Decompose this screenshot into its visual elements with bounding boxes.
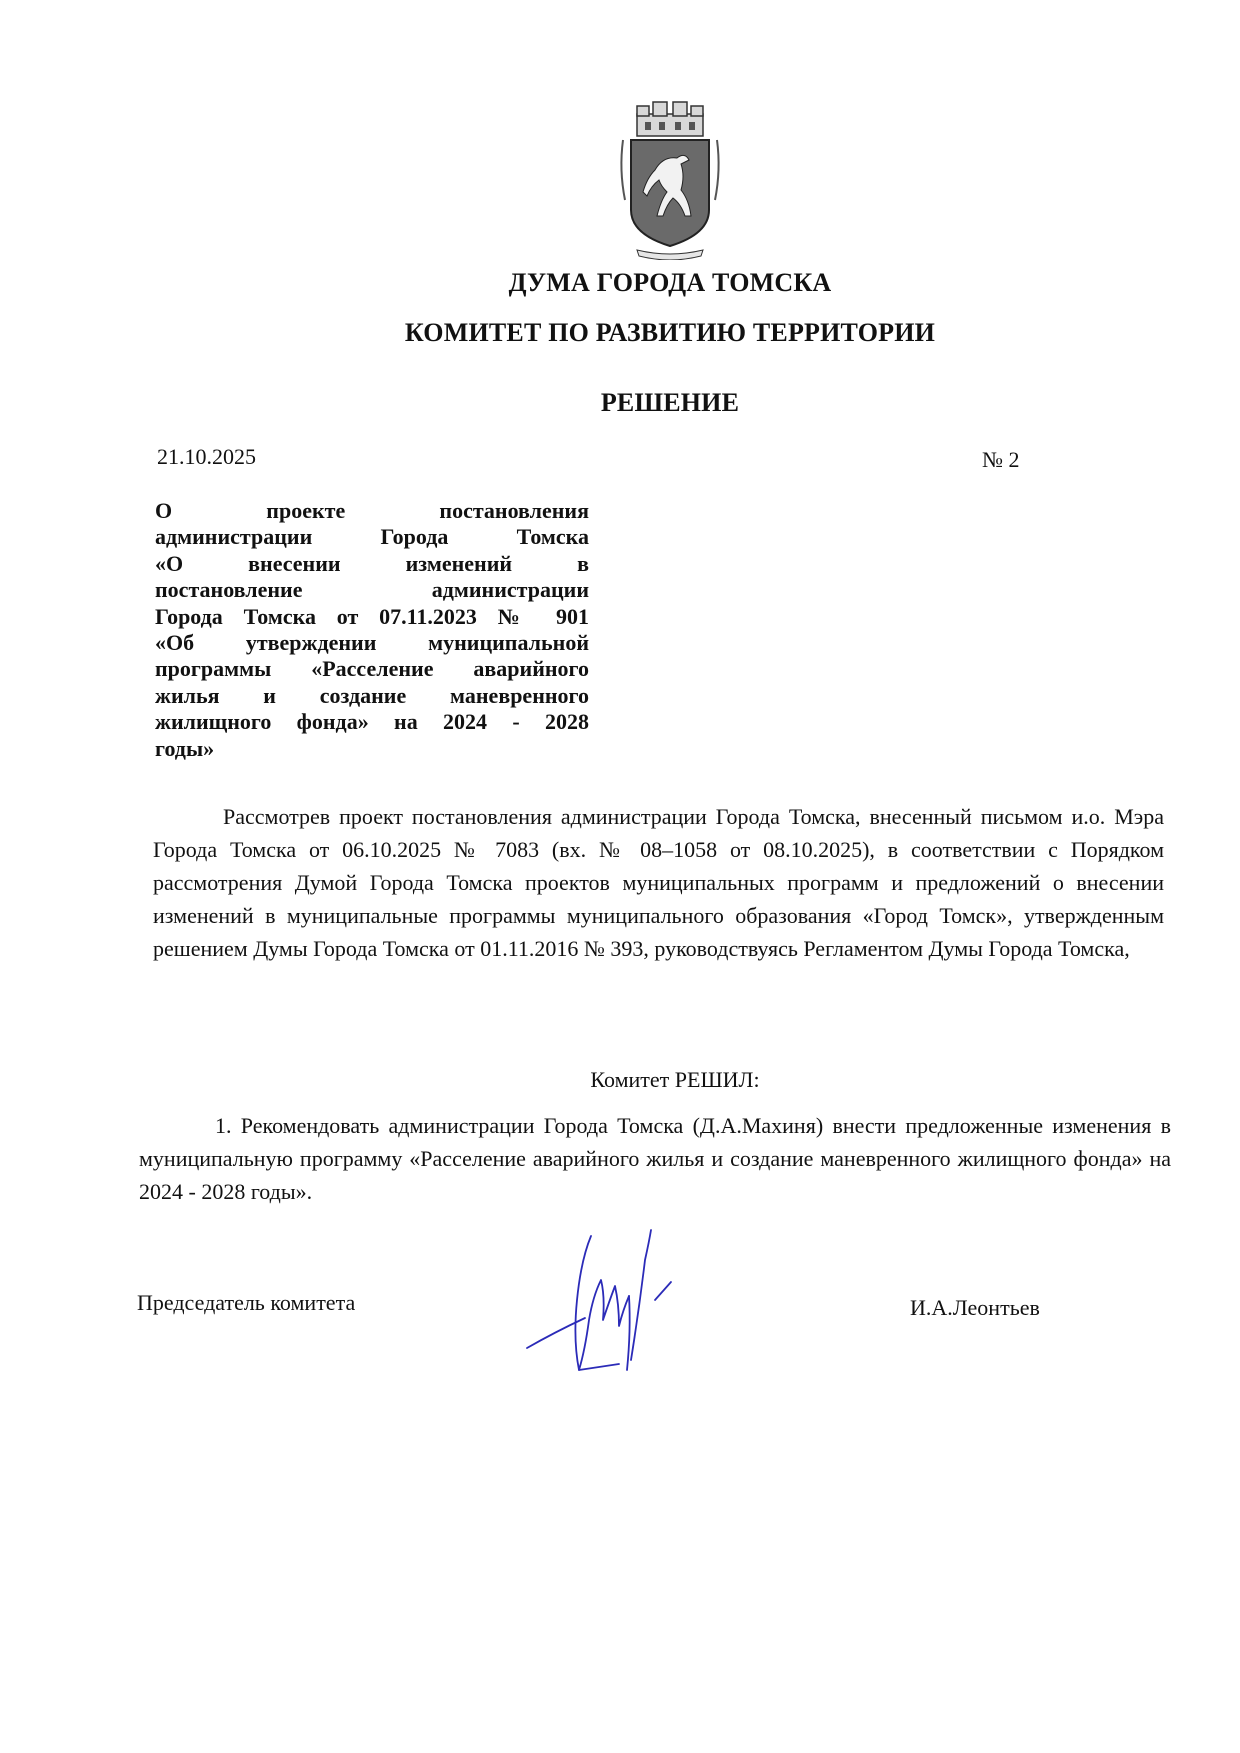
signer-role: Председатель комитета <box>137 1290 356 1315</box>
document-number: № 2 <box>982 447 1020 472</box>
document-type: РЕШЕНИЕ <box>600 388 740 417</box>
handwritten-signature-icon <box>515 1220 715 1390</box>
subject-line: «Об утверждении муниципальной <box>155 630 589 656</box>
subject-line: постановление администрации <box>155 577 589 603</box>
subject-line: годы» <box>155 735 215 761</box>
document-subject <box>155 498 589 762</box>
signer-name: И.А.Леонтьев <box>910 1295 1040 1320</box>
subject-line: «О внесении изменений в <box>155 550 589 576</box>
duma-title: ДУМА ГОРОДА ТОМСКА <box>508 268 832 297</box>
resolved-label: Комитет РЕШИЛ: <box>590 1067 760 1092</box>
subject-line: Города Томска от 07.11.2023 № 901 <box>155 603 589 629</box>
committee-title: КОМИТЕТ ПО РАЗВИТИЮ ТЕРРИТОРИИ <box>404 318 936 347</box>
preamble-paragraph: Рассмотрев проект постановления администрации Города Томска, внесенный письмом и.о. Мэра Города Томска от 06.10.2025 № 7083 (вх. № 08–1058 от 08.10.2025), в соответствии с Порядком рассмотрения Думой Города Томска проектов муниципальных программ и предложений о внесении изменений в муниципальные программы муниципального образования «Город Томск», утвержденным решением Думы Города Томска от 01.11.2016 № 393, руководствуясь Регламентом Думы Города Томска, <box>153 804 1164 961</box>
subject-line: жилищного фонда» на 2024 - 2028 <box>155 709 589 735</box>
document-date: 21.10.2025 <box>157 444 256 469</box>
subject-line: программы «Расселение аварийного <box>155 656 589 682</box>
subject-line: О проекте постановления <box>155 498 589 523</box>
subject-line: администрации Города Томска <box>155 524 589 550</box>
resolution-item-1: 1. Рекомендовать администрации Города Томска (Д.А.Махиня) внести предложенные изменения в муниципальную программу «Расселение аварийного жилья и создание маневренного жилищного фонда» на 2024 - 2028 годы». <box>139 1113 1171 1204</box>
subject-line: жилья и создание маневренного <box>155 682 589 708</box>
tomsk-coat-of-arms-icon <box>615 100 725 260</box>
